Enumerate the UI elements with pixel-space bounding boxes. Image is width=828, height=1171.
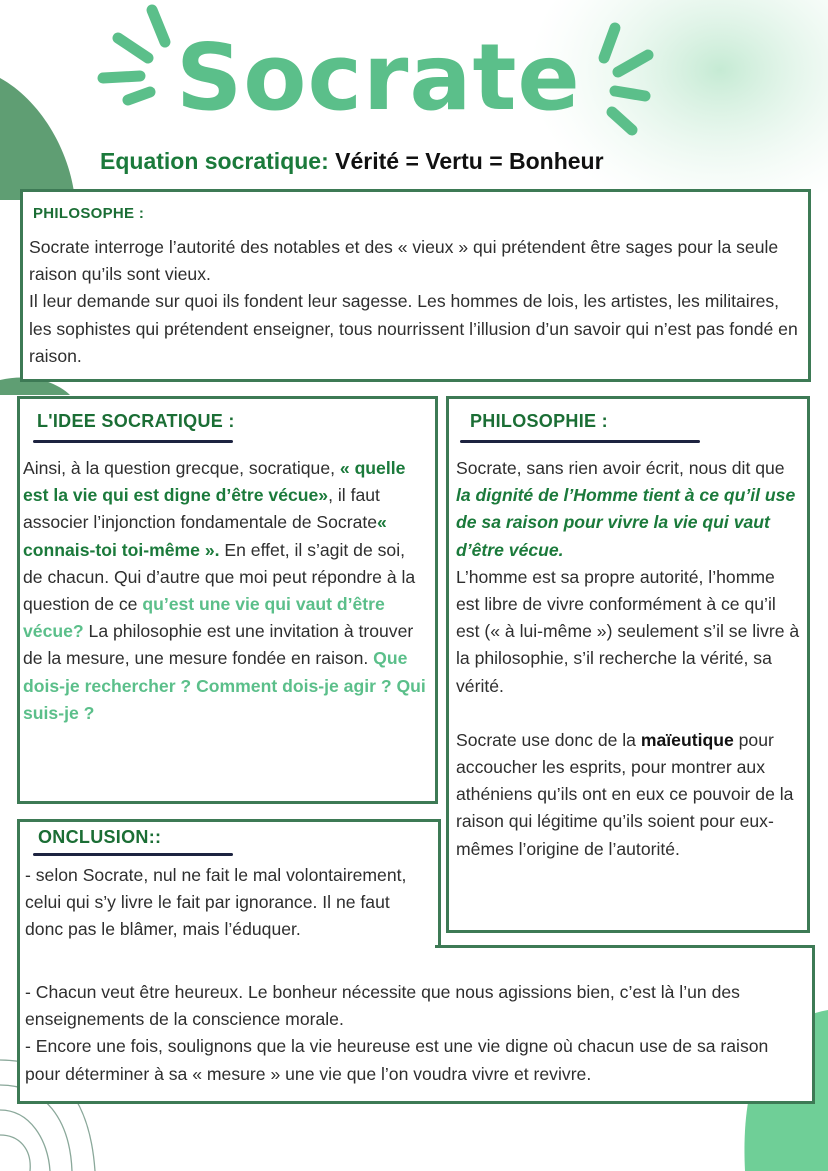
idee-heading-underline bbox=[33, 440, 233, 443]
philosophie-text-part: Socrate use donc de la bbox=[456, 729, 636, 750]
conclusion-text-2 bbox=[25, 979, 795, 1088]
philosophie-text-part: Socrate, sans rien avoir écrit, nous dit que bbox=[456, 458, 785, 478]
philosophie-text bbox=[456, 455, 802, 863]
conclusion-paragraph: - Encore une fois, soulignons que la vie heureuse est une vie digne où chacun use de sa raison pour déterminer à sa « mesure » une vie que l’on voudra vivre et revivre. bbox=[25, 1036, 769, 1084]
idee-text bbox=[23, 455, 428, 727]
subtitle-equation: Vérité = Vertu = Bonheur bbox=[335, 148, 604, 174]
idee-injonction: « connais-toi toi-même ». bbox=[23, 512, 387, 560]
conclusion-heading-underline bbox=[33, 853, 233, 856]
idee-text-part: En effet, il s’agit de soi, de chacun. Qui d’autre que moi peut répondre à la question de ce bbox=[23, 539, 416, 615]
philosophe-heading: PHILOSOPHE : bbox=[33, 205, 145, 222]
idee-text-part: , il faut associer l’injonction fondamentale de Socrate bbox=[23, 485, 380, 533]
philosophie-highlight: la dignité de l’Homme tient à ce qu’il use de sa raison pour vivre la vie qui vaut d’être vécue. bbox=[456, 485, 796, 560]
idee-highlight: qu’est une vie qui vaut d’être vécue? bbox=[23, 594, 385, 642]
idee-heading: L'IDEE SOCRATIQUE : bbox=[37, 411, 235, 431]
philosophie-paragraph-2 bbox=[456, 727, 802, 863]
idee-text-part: La philosophie est une invitation à trouver de la mesure, une mesure fondée en raison. bbox=[23, 621, 414, 669]
page-title: Socrate bbox=[176, 24, 581, 131]
philosophe-text bbox=[29, 234, 799, 370]
philosophie-heading-underline bbox=[460, 440, 700, 443]
idee-questions: Que dois-je rechercher ? Comment dois-je agir ? Qui suis-je ? bbox=[23, 648, 426, 723]
idee-text-part: Ainsi, à la question grecque, socratique, bbox=[23, 458, 335, 478]
maieutique-term: maïeutique bbox=[640, 729, 734, 750]
philosophie-text-part: pour accoucher les esprits, pour montrer aux athéniens qu’ils ont en eux ce pouvoir de la raison qui légitime qu’ils soient pour eux-mêmes l’origine de l’autorité. bbox=[456, 729, 794, 859]
philosophie-paragraph: L’homme est sa propre autorité, l’homme est libre de vivre conformément à ce qu’il est (« à lui-même ») seulement s’il se livre à la philosophie, s’il recherche la vérité, sa vérité. bbox=[456, 566, 800, 696]
philosophe-paragraph: Il leur demande sur quoi ils fondent leur sagesse. Les hommes de lois, les artistes, les militaires, les sophistes qui prétendent enseigner, tous nourrissent l’illusion d’un savoir qui n’est pas fondé en raison. bbox=[29, 291, 798, 366]
subtitle bbox=[100, 148, 604, 175]
philosophie-heading: PHILOSOPHIE : bbox=[470, 411, 608, 431]
conclusion-paragraph: - Chacun veut être heureux. Le bonheur nécessite que nous agissions bien, c’est là l’un des enseignements de la conscience morale. bbox=[25, 982, 740, 1030]
conclusion-text-1: - selon Socrate, nul ne fait le mal volontairement, celui qui s’y livre le fait par ignorance. Il ne faut donc pas le blâmer, mais l’éduquer. bbox=[25, 865, 407, 940]
subtitle-label: Equation socratique: bbox=[100, 148, 329, 174]
idee-question: « quelle est la vie qui est digne d’être vécue» bbox=[23, 458, 406, 506]
philosophe-paragraph: Socrate interroge l’autorité des notables et des « vieux » qui prétendent être sages pour la seule raison qu’ils sont vieux. bbox=[29, 237, 779, 285]
conclusion-heading: ONCLUSION:: bbox=[38, 827, 162, 847]
